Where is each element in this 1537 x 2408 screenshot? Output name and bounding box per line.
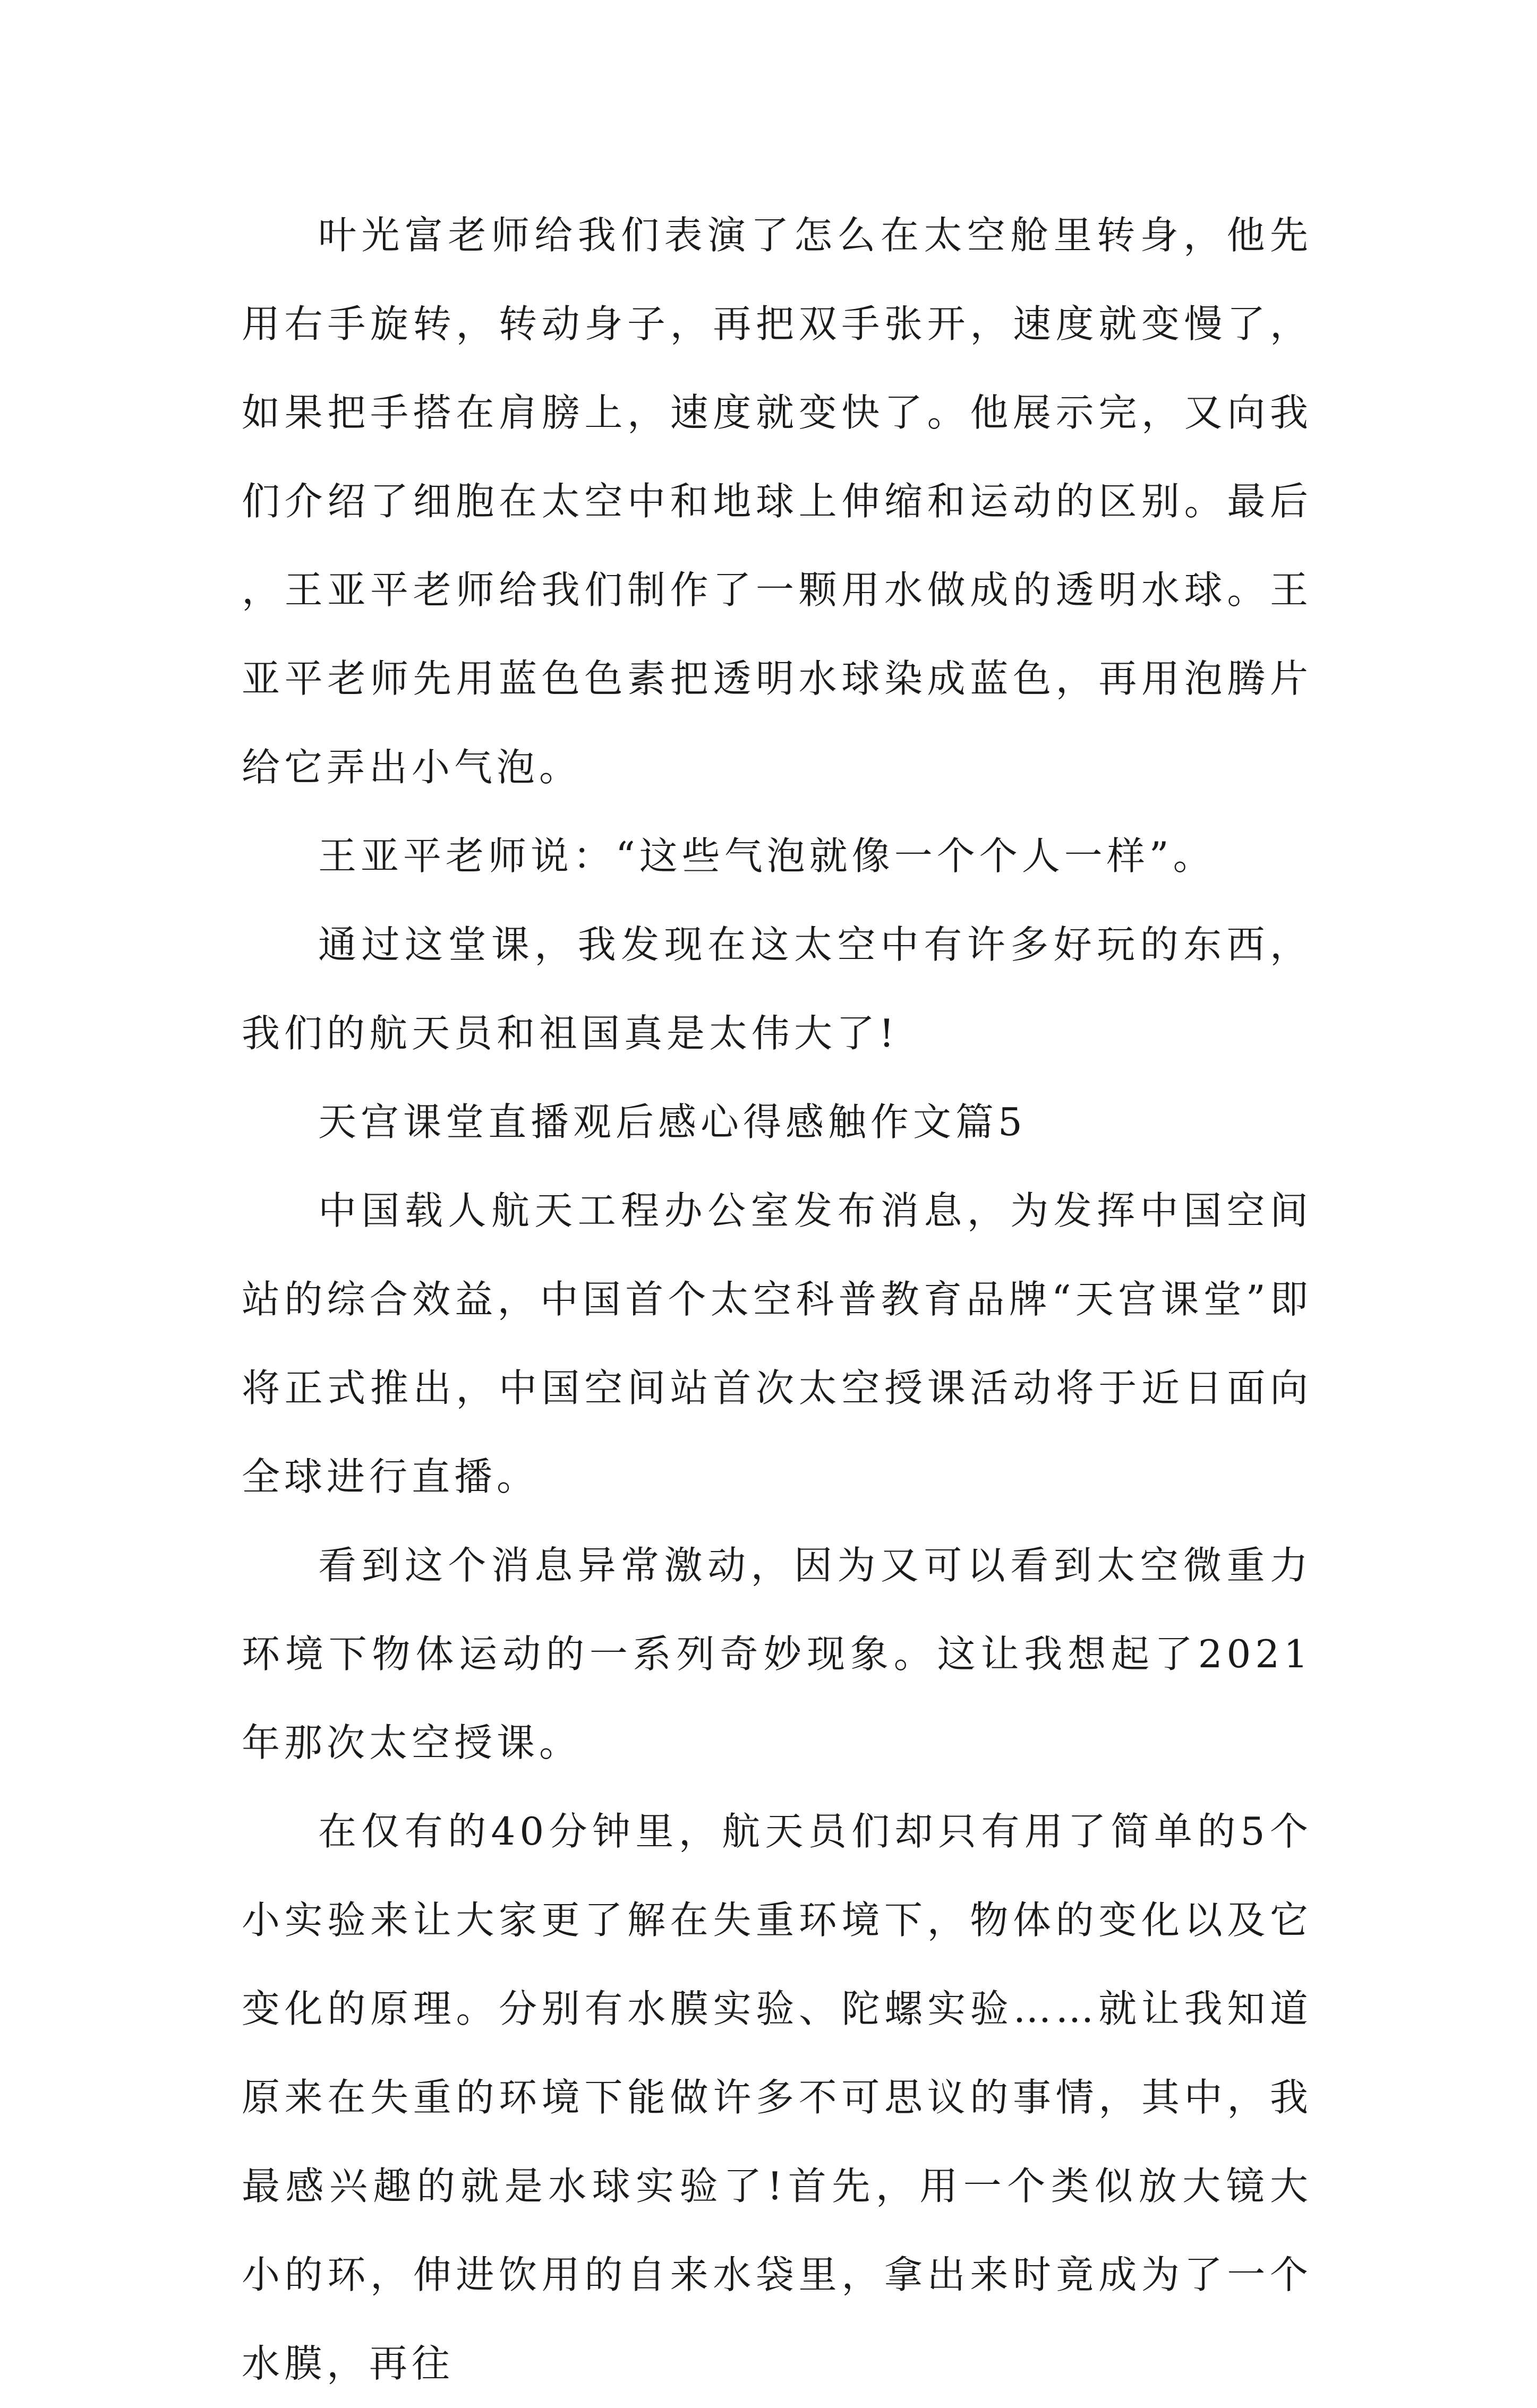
paragraph-1: 叶光富老师给我们表演了怎么在太空舱里转身，他先用右手旋转，转动身子，再把双手张开，速度就变慢了，如果把手搭在肩膀上，速度就变快了。他展示完，又向我们介绍了细胞在太空中和地球上伸缩和运动的区别。最后，王亚平老师给我们制作了一颗用水做成的透明水球。王亚平老师先用蓝色色素把透明水球染成蓝色，再用泡腾片给它弄出小气泡。 xyxy=(242,213,1312,790)
paragraph-4: 中国载人航天工程办公室发布消息，为发挥中国空间站的综合效益，中国首个太空科普教育品牌“天宫课堂”即将正式推出，中国空间站首次太空授课活动将于近日面向全球进行直播。 xyxy=(242,1188,1312,1499)
paragraph-2: 王亚平老师说：“这些气泡就像一个个人一样”。 xyxy=(318,834,1216,878)
paragraph-5: 看到这个消息异常激动，因为又可以看到太空微重力环境下物体运动的一系列奇妙现象。这让我想起了2021年那次太空授课。 xyxy=(242,1543,1312,1765)
section-heading: 天宫课堂直播观后感心得感触作文篇5 xyxy=(318,1100,1027,1144)
document-body xyxy=(242,191,1312,2408)
paragraph-3: 通过这堂课，我发现在这太空中有许多好玩的东西，我们的航天员和祖国真是太伟大了! xyxy=(242,922,1312,1056)
paragraph-6: 在仅有的40分钟里，航天员们却只有用了简单的5个小实验来让大家更了解在失重环境下，物体的变化以及它变化的原理。分别有水膜实验、陀螺实验……就让我知道原来在失重的环境下能做许多不可思议的事情，其中，我最感兴趣的就是水球实验了!首先，用一个类似放大镜大小的环，伸进饮用的自来水袋里，拿出来时竟成为了一个水膜，再往 xyxy=(242,1809,1312,2386)
